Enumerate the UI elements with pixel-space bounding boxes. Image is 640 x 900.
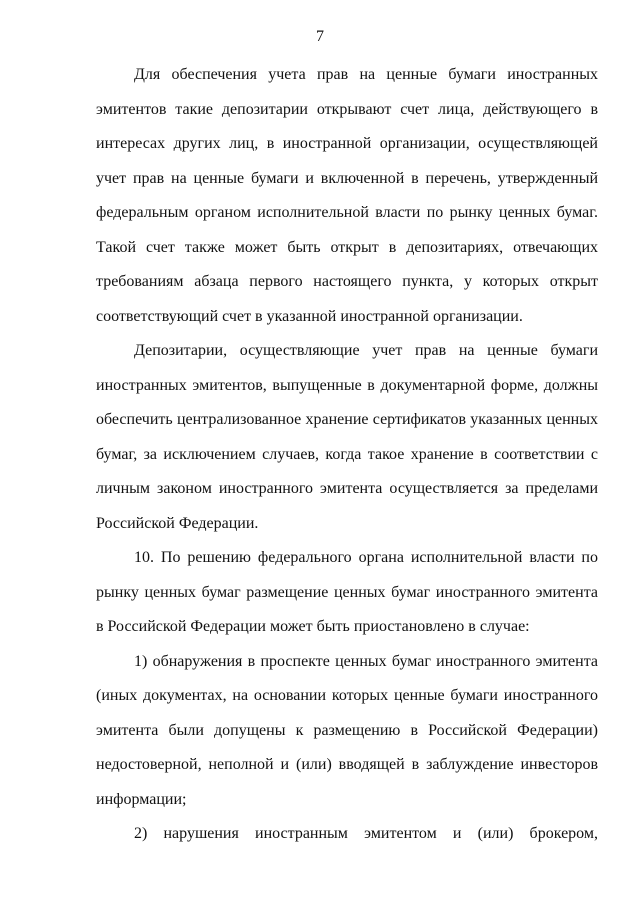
paragraph-item-10: 10. По решению федерального органа исполнительной власти по рынку ценных бумаг размещение ценных бумаг иностранного эмитента в Российской Федерации может быть приостановлено в случае: — [96, 549, 598, 635]
paragraph-foreign-depositories: Для обеспечения учета прав на ценные бумаги иностранных эмитентов такие депозитарии открывают счет лица, действующего в интересах других лиц, в иностранной организации, осуществляющей учет прав на ценные бумаги и включенной в перечень, утвержденный федеральным органом исполнительной власти по рынку ценных бумаг. Такой счет также может быть открыт в депозитариях, отвечающих требованиям абзаца первого настоящего пункта, у которых открыт соответствующий счет в указанной иностранной организации. — [96, 66, 598, 325]
paragraph-subitem-2: 2) нарушения иностранным эмитентом и (или) брокером, — [134, 825, 598, 842]
page-number: 7 — [316, 28, 324, 45]
paragraph-documentary-storage: Депозитарии, осуществляющие учет прав на ценные бумаги иностранных эмитентов, выпущенные в документарной форме, должны обеспечить централизованное хранение сертификатов указанных ценных бумаг, за исключением случаев, когда такое хранение в соответствии с личным законом иностранного эмитента осуществляется за пределами Российской Федерации. — [96, 342, 598, 532]
paragraph-subitem-1: 1) обнаружения в проспекте ценных бумаг иностранного эмитента (иных документах, на основании которых ценные бумаги иностранного эмитента были допущены к размещению в Российской Федерации) недостоверной, неполной и (или) вводящей в заблуждение инвесторов информации; — [96, 652, 598, 808]
document-body — [96, 58, 598, 852]
